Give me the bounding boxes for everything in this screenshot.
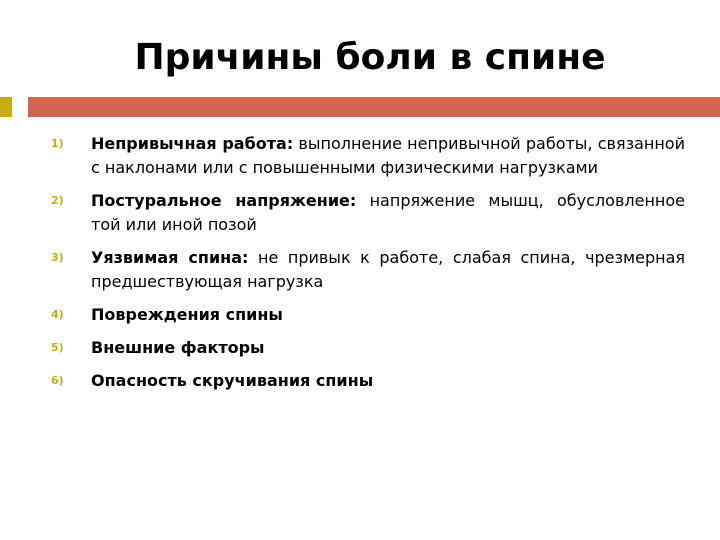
accent-bar-gold-segment xyxy=(0,97,12,117)
list-item-term: Опасность скручивания спины xyxy=(91,371,374,390)
list-item-number: 5) xyxy=(51,341,64,354)
list-item-unusual-work xyxy=(51,132,685,180)
list-item-number: 4) xyxy=(51,308,64,321)
list-item-text: напряжение мышц, обусловленное той или иной позой xyxy=(91,191,685,234)
list-item-number: 2) xyxy=(51,194,64,207)
accent-bar-red-segment xyxy=(28,97,720,117)
list-item-postural-tension xyxy=(51,189,685,237)
title-accent-bar xyxy=(0,97,720,117)
list-item-number: 6) xyxy=(51,374,64,387)
list-item-term: Уязвимая спина: xyxy=(91,248,249,267)
list-item-number: 1) xyxy=(51,137,64,150)
list-item-twisting-danger xyxy=(51,369,685,393)
slide-body xyxy=(51,132,685,402)
list-item-term: Повреждения спины xyxy=(91,305,283,324)
list-item-external-factors xyxy=(51,336,685,360)
list-item-vulnerable-back xyxy=(51,246,685,294)
list-item-term: Непривычная работа: xyxy=(91,134,294,153)
list-item-back-injuries xyxy=(51,303,685,327)
slide-title: Причины боли в спине xyxy=(134,37,606,78)
list-item-text: не привык к работе, слабая спина, чрезмерная предшествующая нагрузка xyxy=(91,248,685,291)
causes-list xyxy=(51,132,685,393)
list-item-text: выполнение непривычной работы, связанной с наклонами или с повышенными физическими нагрузками xyxy=(91,134,685,177)
list-item-term: Внешние факторы xyxy=(91,338,265,357)
list-item-number: 3) xyxy=(51,251,64,264)
accent-bar-gap xyxy=(12,97,28,117)
list-item-term: Постуральное напряжение: xyxy=(91,191,357,210)
